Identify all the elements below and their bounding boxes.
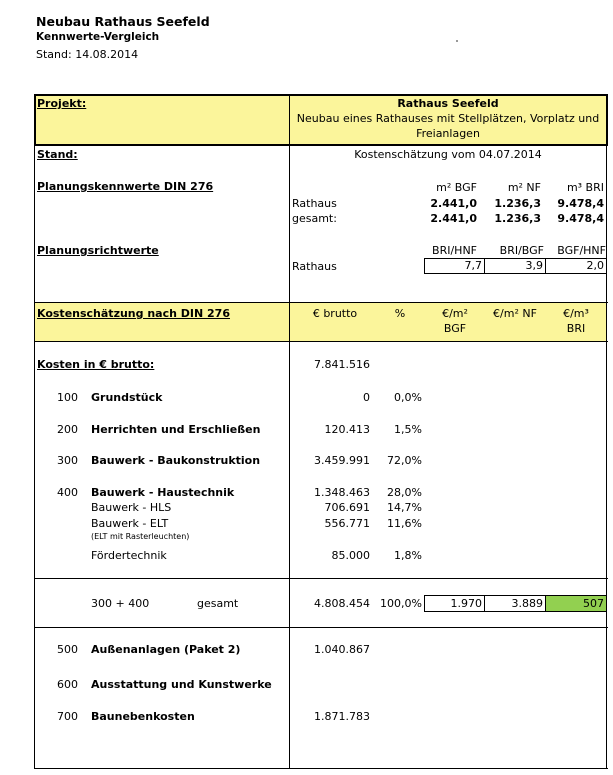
kosten-sub-value: 556.771 xyxy=(324,517,370,530)
kosten-total-value: 7.841.516 xyxy=(314,358,370,371)
richtwerte-bgf-hnf-box: 2,0 xyxy=(545,258,607,274)
rule-kosten-top xyxy=(34,302,608,303)
rule-kosten-bottom xyxy=(34,341,608,342)
kosten-later-code: 600 xyxy=(57,678,78,691)
rule-right-thick xyxy=(606,94,608,146)
kosten-sub-value: 85.000 xyxy=(331,549,370,562)
kosten-item-name: Bauwerk - Baukonstruktion xyxy=(91,454,261,467)
richtwerte-col-bri-hnf: BRI/HNF xyxy=(432,244,477,257)
kosten-sub-name: Bauwerk - HLS xyxy=(91,501,172,514)
rule-left xyxy=(34,94,35,769)
kennwerte-label: Planungskennwerte DIN 276 xyxy=(37,180,214,193)
kennwerte-col-nf: m² NF xyxy=(507,181,541,194)
richtwerte-row-label: Rathaus xyxy=(292,260,337,273)
rule-right xyxy=(606,94,607,769)
kosten-header-label: Kostenschätzung nach DIN 276 xyxy=(37,307,230,320)
kosten-later-name: Ausstattung und Kunstwerke xyxy=(91,678,272,691)
rule-projekt-bottom xyxy=(34,144,608,146)
kennwerte-col-bri: m³ BRI xyxy=(566,181,604,194)
kosten-item-name: Bauwerk - Haustechnik xyxy=(91,486,235,499)
kosten-item-name: Grundstück xyxy=(91,391,163,404)
kosten-item-code: 100 xyxy=(57,391,78,404)
speck-mark xyxy=(456,40,458,42)
kennwerte-row-rathaus-nf: 1.236,3 xyxy=(494,197,541,210)
rule-sum-top xyxy=(34,578,608,579)
stand-value: Kostenschätzung vom 04.07.2014 xyxy=(354,148,542,161)
kosten-header-bri-2: BRI xyxy=(566,322,586,335)
kosten-later-name: Außenanlagen (Paket 2) xyxy=(91,643,241,656)
kosten-sub-note: (ELT mit Rasterleuchten) xyxy=(91,532,190,541)
rule-left-thick xyxy=(34,94,36,146)
document-title: Neubau Rathaus Seefeld xyxy=(36,14,210,29)
kosten-sum-code: 300 + 400 xyxy=(91,597,150,610)
kosten-item-code: 400 xyxy=(57,486,78,499)
document-subtitle: Kennwerte-Vergleich xyxy=(36,31,160,43)
kosten-item-pct: 28,0% xyxy=(387,486,422,499)
kosten-later-code: 700 xyxy=(57,710,78,723)
kosten-item-pct: 0,0% xyxy=(394,391,422,404)
kennwerte-row-gesamt-bri: 9.478,4 xyxy=(557,212,604,225)
kennwerte-row-gesamt-nf: 1.236,3 xyxy=(494,212,541,225)
kosten-later-value: 1.040.867 xyxy=(314,643,370,656)
kennwerte-row-rathaus-bri: 9.478,4 xyxy=(557,197,604,210)
kosten-header-pct: % xyxy=(394,307,406,320)
kennwerte-row-gesamt-label: gesamt: xyxy=(292,212,337,225)
kosten-item-name: Herrichten und Erschließen xyxy=(91,423,261,436)
kosten-item-value: 3.459.991 xyxy=(314,454,370,467)
richtwerte-col-bri-bgf: BRI/BGF xyxy=(499,244,544,257)
projekt-label: Projekt: xyxy=(37,97,87,110)
kosten-sub-pct: 14,7% xyxy=(387,501,422,514)
kosten-sub-pct: 1,8% xyxy=(394,549,422,562)
kosten-header-nf: €/m² NF xyxy=(493,307,537,320)
kosten-sum-label: gesamt xyxy=(197,597,239,610)
kosten-sub-pct: 11,6% xyxy=(387,517,422,530)
projekt-name: Rathaus Seefeld xyxy=(397,97,499,110)
stand-label: Stand: xyxy=(37,148,78,161)
kennwerte-col-bgf: m² BGF xyxy=(436,181,477,194)
kosten-later-name: Baunebenkosten xyxy=(91,710,195,723)
kennwerte-row-rathaus-label: Rathaus xyxy=(292,197,337,210)
projekt-desc-line2: Freianlagen xyxy=(416,127,480,140)
kosten-sub-value: 706.691 xyxy=(324,501,370,514)
kennwerte-row-gesamt-bgf: 2.441,0 xyxy=(430,212,477,225)
rule-bottom xyxy=(34,768,608,769)
kosten-item-value: 120.413 xyxy=(324,423,370,436)
kosten-header-bri-1: €/m³ xyxy=(563,307,589,320)
rule-sum-bottom xyxy=(34,627,608,628)
richtwerte-label: Planungsrichtwerte xyxy=(37,244,159,257)
kosten-item-pct: 1,5% xyxy=(394,423,422,436)
richtwerte-bri-hnf-box: 7,7 xyxy=(424,258,485,274)
kosten-item-code: 300 xyxy=(57,454,78,467)
kosten-sum-bgf-box: 1.970 xyxy=(424,595,485,612)
kosten-header-bgf-2: BGF xyxy=(443,322,467,335)
kosten-item-value: 0 xyxy=(363,391,370,404)
kosten-sum-nf-box: 3.889 xyxy=(484,595,546,612)
projekt-desc-line1: Neubau eines Rathauses mit Stellplätzen, Vorplatz und xyxy=(296,112,600,125)
kennwerte-row-rathaus-bgf: 2.441,0 xyxy=(430,197,477,210)
rule-top xyxy=(34,94,608,96)
kosten-item-pct: 72,0% xyxy=(387,454,422,467)
kosten-sub-name: Bauwerk - ELT xyxy=(91,517,169,530)
kosten-header-bgf-1: €/m² xyxy=(442,307,468,320)
kosten-sum-pct: 100,0% xyxy=(380,597,422,610)
kosten-later-code: 500 xyxy=(57,643,78,656)
kosten-sub-name: Fördertechnik xyxy=(91,549,167,562)
kosten-later-value: 1.871.783 xyxy=(314,710,370,723)
richtwerte-bri-bgf-box: 3,9 xyxy=(484,258,546,274)
kosten-header-brutto: € brutto xyxy=(312,307,358,320)
kosten-sum-value: 4.808.454 xyxy=(314,597,370,610)
kosten-sum-bri-box: 507 xyxy=(545,595,607,612)
document-date: Stand: 14.08.2014 xyxy=(36,48,139,61)
kosten-total-label: Kosten in € brutto: xyxy=(37,358,155,371)
kosten-item-code: 200 xyxy=(57,423,78,436)
kosten-item-value: 1.348.463 xyxy=(314,486,370,499)
richtwerte-col-bgf-hnf: BGF/HNF xyxy=(557,244,606,257)
